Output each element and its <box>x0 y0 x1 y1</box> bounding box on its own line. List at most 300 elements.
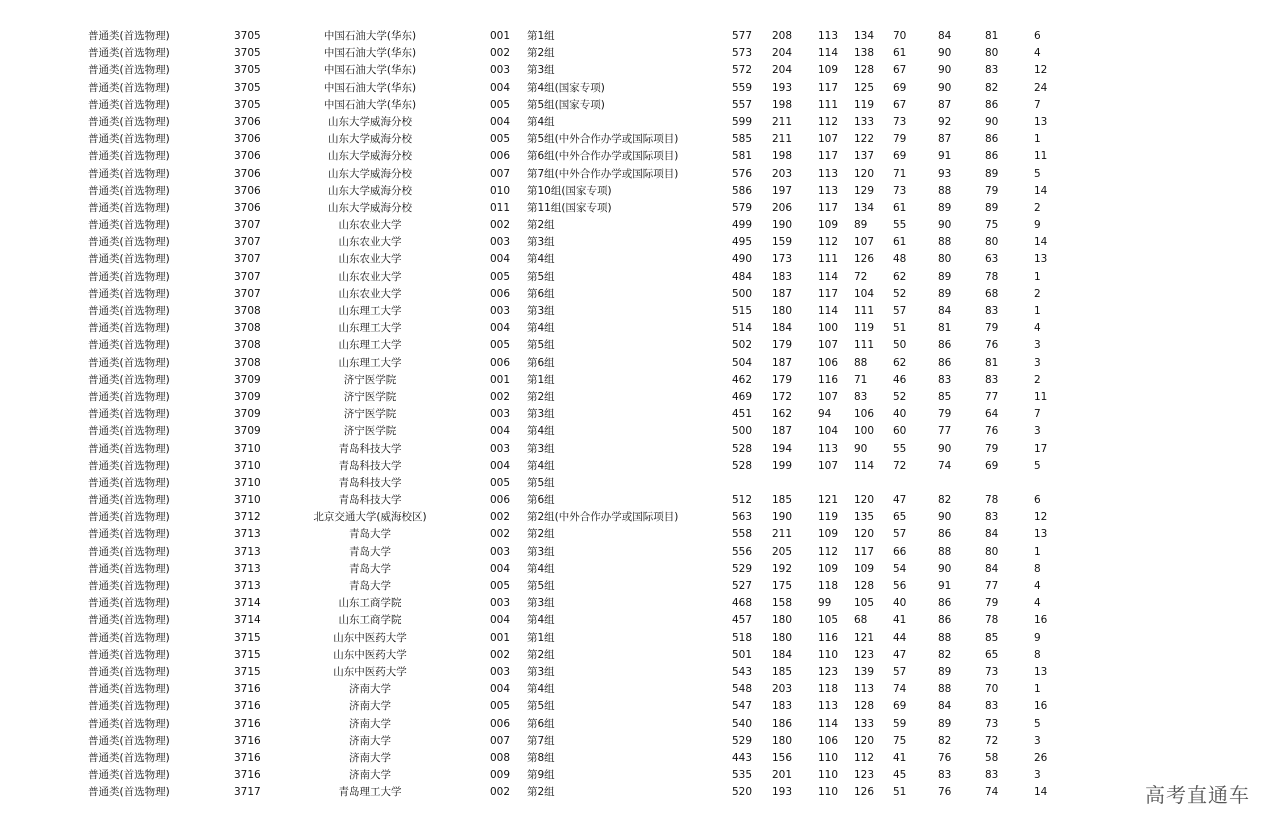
cell-score-6: 79 <box>985 597 999 610</box>
cell-count: 16 <box>1034 614 1048 627</box>
cell-score-2: 99 <box>818 597 832 610</box>
cell-school-code: 3716 <box>234 700 261 713</box>
table-row <box>0 647 1280 664</box>
cell-school-code: 3707 <box>234 236 261 249</box>
cell-score-3: 119 <box>854 322 875 335</box>
cell-count: 9 <box>1034 631 1041 644</box>
cell-group-code: 005 <box>490 476 511 489</box>
cell-school-code: 3707 <box>234 270 261 283</box>
cell-score-6: 72 <box>985 734 999 747</box>
cell-score-6: 79 <box>985 322 999 335</box>
cell-score-3: 90 <box>854 442 868 455</box>
table-row <box>0 664 1280 681</box>
cell-score-2: 113 <box>818 30 839 42</box>
cell-count: 5 <box>1034 167 1041 180</box>
cell-category: 普通类(首选物理) <box>88 442 170 455</box>
cell-category: 普通类(首选物理) <box>88 528 170 541</box>
table-row <box>0 217 1280 234</box>
cell-school-name: 北京交通大学(威海校区) <box>313 511 427 524</box>
table-row <box>0 355 1280 372</box>
cell-school-name: 青岛科技大学 <box>338 459 402 472</box>
cell-group-code: 005 <box>490 700 511 713</box>
cell-school-code: 3705 <box>234 64 261 77</box>
cell-score-3: 123 <box>854 769 875 782</box>
cell-score-6: 78 <box>985 614 999 627</box>
cell-school-code: 3713 <box>234 545 261 558</box>
cell-group-code: 001 <box>490 373 511 386</box>
cell-school-name: 青岛科技大学 <box>338 476 402 489</box>
cell-count: 2 <box>1034 201 1041 214</box>
cell-total-score: 599 <box>732 115 753 128</box>
cell-count: 12 <box>1034 511 1048 524</box>
cell-score-1: 179 <box>772 373 793 386</box>
table-row <box>0 62 1280 79</box>
cell-school-code: 3709 <box>234 390 261 403</box>
cell-score-6: 89 <box>985 201 999 214</box>
cell-school-code: 3716 <box>234 751 261 764</box>
cell-score-6: 83 <box>985 769 999 782</box>
cell-score-3: 72 <box>854 270 868 283</box>
cell-school-code: 3710 <box>234 459 261 472</box>
cell-score-1: 197 <box>772 184 793 197</box>
cell-total-score: 529 <box>732 734 753 747</box>
cell-group-name: 第6组 <box>527 287 555 300</box>
cell-school-name: 山东大学威海分校 <box>328 150 412 163</box>
cell-school-code: 3706 <box>234 167 261 180</box>
cell-score-5: 81 <box>938 322 952 335</box>
cell-score-2: 117 <box>818 81 839 94</box>
cell-total-score: 500 <box>732 287 753 300</box>
cell-total-score: 468 <box>732 597 753 610</box>
table-row <box>0 784 1280 801</box>
cell-score-4: 61 <box>893 236 907 249</box>
cell-school-name: 山东大学威海分校 <box>328 133 412 146</box>
cell-score-2: 107 <box>818 390 839 403</box>
table-row <box>0 131 1280 148</box>
cell-school-name: 中国石油大学(华东) <box>323 81 417 94</box>
cell-score-4: 75 <box>893 734 907 747</box>
table-row <box>0 320 1280 337</box>
table-row <box>0 458 1280 475</box>
cell-score-4: 62 <box>893 356 907 369</box>
cell-category: 普通类(首选物理) <box>88 373 170 386</box>
cell-school-code: 3715 <box>234 665 261 678</box>
table-row <box>0 286 1280 303</box>
cell-score-4: 70 <box>893 30 907 42</box>
cell-group-name: 第2组 <box>527 47 555 60</box>
cell-score-1: 205 <box>772 545 793 558</box>
cell-score-1: 199 <box>772 459 793 472</box>
cell-score-6: 83 <box>985 700 999 713</box>
cell-score-5: 89 <box>938 665 952 678</box>
cell-score-6: 73 <box>985 717 999 730</box>
cell-count: 13 <box>1034 665 1048 678</box>
cell-score-1: 194 <box>772 442 793 455</box>
cell-score-4: 54 <box>893 562 907 575</box>
table-row <box>0 561 1280 578</box>
cell-score-3: 133 <box>854 115 875 128</box>
cell-score-4: 55 <box>893 219 907 232</box>
cell-score-3: 122 <box>854 133 875 146</box>
cell-school-code: 3714 <box>234 614 261 627</box>
cell-score-6: 89 <box>985 167 999 180</box>
cell-count: 1 <box>1034 133 1041 146</box>
cell-score-4: 44 <box>893 631 907 644</box>
cell-score-1: 184 <box>772 322 793 335</box>
cell-total-score: 451 <box>732 408 753 421</box>
cell-count: 5 <box>1034 717 1041 730</box>
cell-school-code: 3707 <box>234 219 261 232</box>
cell-group-name: 第4组 <box>527 614 555 627</box>
cell-score-3: 112 <box>854 751 875 764</box>
cell-score-5: 86 <box>938 356 952 369</box>
cell-category: 普通类(首选物理) <box>88 580 170 592</box>
cell-score-5: 87 <box>938 98 952 111</box>
cell-school-name: 山东大学威海分校 <box>328 115 412 128</box>
cell-school-code: 3705 <box>234 81 261 94</box>
cell-score-6: 80 <box>985 47 999 60</box>
cell-score-5: 85 <box>938 390 952 403</box>
cell-score-3: 100 <box>854 425 875 438</box>
cell-group-name: 第4组 <box>527 425 555 438</box>
table-row <box>0 200 1280 217</box>
cell-score-4: 47 <box>893 494 907 507</box>
cell-category: 普通类(首选物理) <box>88 562 170 575</box>
cell-score-3: 89 <box>854 219 868 232</box>
cell-category: 普通类(首选物理) <box>88 717 170 730</box>
cell-score-6: 82 <box>985 81 999 94</box>
cell-school-name: 山东中医药大学 <box>333 648 407 661</box>
cell-count: 4 <box>1034 597 1041 610</box>
cell-category: 普通类(首选物理) <box>88 270 170 283</box>
cell-score-6: 63 <box>985 253 999 266</box>
cell-school-name: 山东大学威海分校 <box>328 184 412 197</box>
cell-category: 普通类(首选物理) <box>88 339 170 352</box>
table-row <box>0 148 1280 165</box>
cell-group-name: 第3组 <box>527 64 555 77</box>
cell-school-code: 3716 <box>234 769 261 782</box>
cell-school-name: 济宁医学院 <box>343 408 397 421</box>
cell-school-name: 青岛大学 <box>349 580 391 592</box>
cell-group-name: 第3组 <box>527 408 555 421</box>
cell-total-score: 527 <box>732 580 753 592</box>
cell-score-5: 89 <box>938 717 952 730</box>
cell-score-1: 180 <box>772 631 793 644</box>
cell-score-4: 51 <box>893 322 907 335</box>
cell-group-code: 004 <box>490 322 511 335</box>
cell-total-score: 572 <box>732 64 753 77</box>
cell-group-code: 003 <box>490 305 511 317</box>
cell-score-2: 109 <box>818 64 839 77</box>
cell-category: 普通类(首选物理) <box>88 597 170 610</box>
cell-count: 4 <box>1034 580 1041 592</box>
cell-group-name: 第4组 <box>527 459 555 472</box>
cell-score-5: 77 <box>938 425 952 438</box>
cell-score-4: 73 <box>893 115 907 128</box>
table-row <box>0 337 1280 354</box>
score-table <box>0 28 1280 801</box>
cell-score-1: 204 <box>772 47 793 60</box>
cell-score-3: 125 <box>854 81 875 94</box>
cell-score-4: 62 <box>893 270 907 283</box>
cell-count: 16 <box>1034 700 1048 713</box>
cell-score-6: 73 <box>985 665 999 678</box>
cell-score-5: 86 <box>938 528 952 541</box>
cell-total-score: 518 <box>732 631 753 644</box>
cell-school-code: 3709 <box>234 373 261 386</box>
cell-score-6: 79 <box>985 184 999 197</box>
cell-score-1: 211 <box>772 115 793 128</box>
cell-count: 8 <box>1034 648 1041 661</box>
cell-score-6: 84 <box>985 562 999 575</box>
cell-score-1: 156 <box>772 751 793 764</box>
cell-score-1: 198 <box>772 150 793 163</box>
cell-score-4: 60 <box>893 425 907 438</box>
cell-category: 普通类(首选物理) <box>88 356 170 369</box>
cell-category: 普通类(首选物理) <box>88 545 170 558</box>
cell-score-1: 187 <box>772 425 793 438</box>
cell-school-name: 济宁医学院 <box>343 390 397 403</box>
cell-school-name: 山东理工大学 <box>338 356 402 369</box>
cell-group-name: 第3组 <box>527 236 555 249</box>
cell-score-6: 69 <box>985 459 999 472</box>
cell-score-4: 67 <box>893 64 907 77</box>
table-row <box>0 372 1280 389</box>
cell-score-2: 109 <box>818 562 839 575</box>
cell-count: 1 <box>1034 270 1041 283</box>
cell-school-code: 3713 <box>234 562 261 575</box>
cell-score-3: 138 <box>854 47 875 60</box>
cell-score-3: 137 <box>854 150 875 163</box>
cell-score-5: 90 <box>938 47 952 60</box>
cell-school-name: 中国石油大学(华东) <box>323 30 417 42</box>
cell-score-2: 113 <box>818 167 839 180</box>
cell-score-1: 180 <box>772 734 793 747</box>
cell-category: 普通类(首选物理) <box>88 305 170 317</box>
cell-count: 13 <box>1034 115 1048 128</box>
cell-score-2: 111 <box>818 98 839 111</box>
table-row <box>0 526 1280 543</box>
cell-group-code: 003 <box>490 64 511 77</box>
cell-score-5: 88 <box>938 631 952 644</box>
cell-count: 17 <box>1034 442 1048 455</box>
cell-score-5: 89 <box>938 201 952 214</box>
cell-group-name: 第2组 <box>527 390 555 403</box>
table-row <box>0 612 1280 629</box>
cell-score-6: 85 <box>985 631 999 644</box>
table-row <box>0 45 1280 62</box>
cell-group-name: 第3组 <box>527 597 555 610</box>
cell-category: 普通类(首选物理) <box>88 133 170 146</box>
cell-score-3: 109 <box>854 562 875 575</box>
cell-group-code: 006 <box>490 356 511 369</box>
cell-score-6: 80 <box>985 236 999 249</box>
cell-group-code: 007 <box>490 734 511 747</box>
cell-score-4: 52 <box>893 390 907 403</box>
cell-group-code: 005 <box>490 270 511 283</box>
cell-school-name: 济南大学 <box>349 683 391 696</box>
cell-score-6: 81 <box>985 356 999 369</box>
cell-total-score: 573 <box>732 47 753 60</box>
cell-count: 1 <box>1034 305 1041 317</box>
cell-score-5: 83 <box>938 769 952 782</box>
cell-school-code: 3706 <box>234 150 261 163</box>
cell-group-code: 001 <box>490 30 511 42</box>
cell-school-name: 山东农业大学 <box>338 270 402 283</box>
cell-count: 2 <box>1034 373 1041 386</box>
cell-score-2: 110 <box>818 769 839 782</box>
cell-group-name: 第8组 <box>527 751 555 764</box>
cell-score-1: 211 <box>772 528 793 541</box>
cell-score-1: 203 <box>772 683 793 696</box>
cell-score-1: 204 <box>772 64 793 77</box>
cell-school-name: 中国石油大学(华东) <box>323 64 417 77</box>
cell-score-5: 90 <box>938 81 952 94</box>
cell-category: 普通类(首选物理) <box>88 81 170 94</box>
cell-score-6: 77 <box>985 390 999 403</box>
cell-score-6: 90 <box>985 115 999 128</box>
cell-score-4: 41 <box>893 614 907 627</box>
cell-score-6: 83 <box>985 305 999 317</box>
cell-category: 普通类(首选物理) <box>88 98 170 111</box>
cell-total-score: 576 <box>732 167 753 180</box>
cell-score-4: 74 <box>893 683 907 696</box>
cell-total-score: 515 <box>732 305 753 317</box>
cell-score-2: 106 <box>818 734 839 747</box>
cell-score-4: 51 <box>893 786 907 799</box>
cell-group-code: 006 <box>490 287 511 300</box>
cell-count: 11 <box>1034 390 1048 403</box>
cell-school-name: 山东大学威海分校 <box>328 167 412 180</box>
cell-score-5: 89 <box>938 270 952 283</box>
cell-category: 普通类(首选物理) <box>88 459 170 472</box>
cell-group-name: 第5组 <box>527 476 555 489</box>
cell-count: 7 <box>1034 98 1041 111</box>
cell-school-code: 3715 <box>234 648 261 661</box>
table-row <box>0 441 1280 458</box>
cell-school-name: 山东理工大学 <box>338 339 402 352</box>
cell-score-2: 117 <box>818 150 839 163</box>
cell-group-name: 第4组(国家专项) <box>527 81 605 94</box>
cell-score-2: 111 <box>818 253 839 266</box>
watermark-text: 高考直通车 <box>1145 783 1250 807</box>
cell-group-name: 第3组 <box>527 305 555 317</box>
cell-score-2: 107 <box>818 133 839 146</box>
cell-group-code: 003 <box>490 408 511 421</box>
cell-score-3: 111 <box>854 339 875 352</box>
cell-score-5: 90 <box>938 442 952 455</box>
cell-score-3: 83 <box>854 390 868 403</box>
cell-group-name: 第2组 <box>527 786 555 799</box>
cell-score-1: 190 <box>772 219 793 232</box>
cell-score-3: 107 <box>854 236 875 249</box>
cell-score-6: 79 <box>985 442 999 455</box>
cell-score-5: 90 <box>938 562 952 575</box>
cell-category: 普通类(首选物理) <box>88 751 170 764</box>
cell-group-name: 第7组(中外合作办学或国际项目) <box>527 167 679 180</box>
cell-count: 7 <box>1034 408 1041 421</box>
cell-score-6: 83 <box>985 373 999 386</box>
cell-school-code: 3708 <box>234 305 261 317</box>
cell-total-score: 559 <box>732 81 753 94</box>
cell-school-code: 3713 <box>234 580 261 592</box>
cell-total-score: 514 <box>732 322 753 335</box>
cell-score-6: 86 <box>985 98 999 111</box>
table-row <box>0 630 1280 647</box>
cell-group-code: 002 <box>490 511 511 524</box>
cell-school-name: 山东农业大学 <box>338 287 402 300</box>
cell-group-code: 003 <box>490 665 511 678</box>
cell-count: 4 <box>1034 322 1041 335</box>
cell-score-2: 112 <box>818 236 839 249</box>
cell-category: 普通类(首选物理) <box>88 734 170 747</box>
cell-score-3: 68 <box>854 614 868 627</box>
cell-total-score: 529 <box>732 562 753 575</box>
cell-group-name: 第6组 <box>527 494 555 507</box>
cell-group-code: 002 <box>490 47 511 60</box>
cell-group-code: 002 <box>490 648 511 661</box>
cell-score-2: 116 <box>818 373 839 386</box>
cell-count: 26 <box>1034 751 1048 764</box>
cell-group-code: 002 <box>490 528 511 541</box>
cell-group-code: 005 <box>490 339 511 352</box>
cell-score-4: 61 <box>893 201 907 214</box>
cell-score-1: 158 <box>772 597 793 610</box>
cell-score-2: 110 <box>818 786 839 799</box>
cell-count: 9 <box>1034 219 1041 232</box>
cell-total-score: 501 <box>732 648 753 661</box>
cell-school-code: 3710 <box>234 494 261 507</box>
cell-score-1: 180 <box>772 305 793 317</box>
cell-group-name: 第5组 <box>527 339 555 352</box>
cell-score-1: 183 <box>772 270 793 283</box>
cell-school-name: 中国石油大学(华东) <box>323 98 417 111</box>
cell-school-code: 3705 <box>234 30 261 42</box>
cell-school-code: 3713 <box>234 528 261 541</box>
cell-score-2: 114 <box>818 270 839 283</box>
cell-score-2: 106 <box>818 356 839 369</box>
cell-school-code: 3717 <box>234 786 261 799</box>
cell-score-2: 117 <box>818 201 839 214</box>
cell-school-code: 3706 <box>234 133 261 146</box>
cell-score-4: 69 <box>893 150 907 163</box>
cell-score-5: 90 <box>938 219 952 232</box>
cell-score-6: 70 <box>985 683 999 696</box>
cell-score-3: 128 <box>854 64 875 77</box>
cell-total-score: 499 <box>732 219 753 232</box>
cell-score-2: 109 <box>818 219 839 232</box>
cell-group-name: 第11组(国家专项) <box>527 201 612 214</box>
cell-count: 3 <box>1034 356 1041 369</box>
cell-group-code: 006 <box>490 150 511 163</box>
cell-score-5: 84 <box>938 30 952 42</box>
cell-score-4: 65 <box>893 511 907 524</box>
cell-category: 普通类(首选物理) <box>88 201 170 214</box>
cell-score-3: 88 <box>854 356 868 369</box>
cell-group-code: 003 <box>490 597 511 610</box>
cell-score-1: 184 <box>772 648 793 661</box>
cell-score-5: 91 <box>938 580 952 592</box>
cell-group-name: 第1组 <box>527 30 555 42</box>
cell-score-2: 110 <box>818 648 839 661</box>
cell-score-2: 105 <box>818 614 839 627</box>
cell-score-3: 139 <box>854 665 875 678</box>
cell-score-4: 57 <box>893 665 907 678</box>
cell-score-4: 69 <box>893 81 907 94</box>
cell-total-score: 543 <box>732 665 753 678</box>
cell-school-code: 3716 <box>234 683 261 696</box>
cell-count: 1 <box>1034 545 1041 558</box>
